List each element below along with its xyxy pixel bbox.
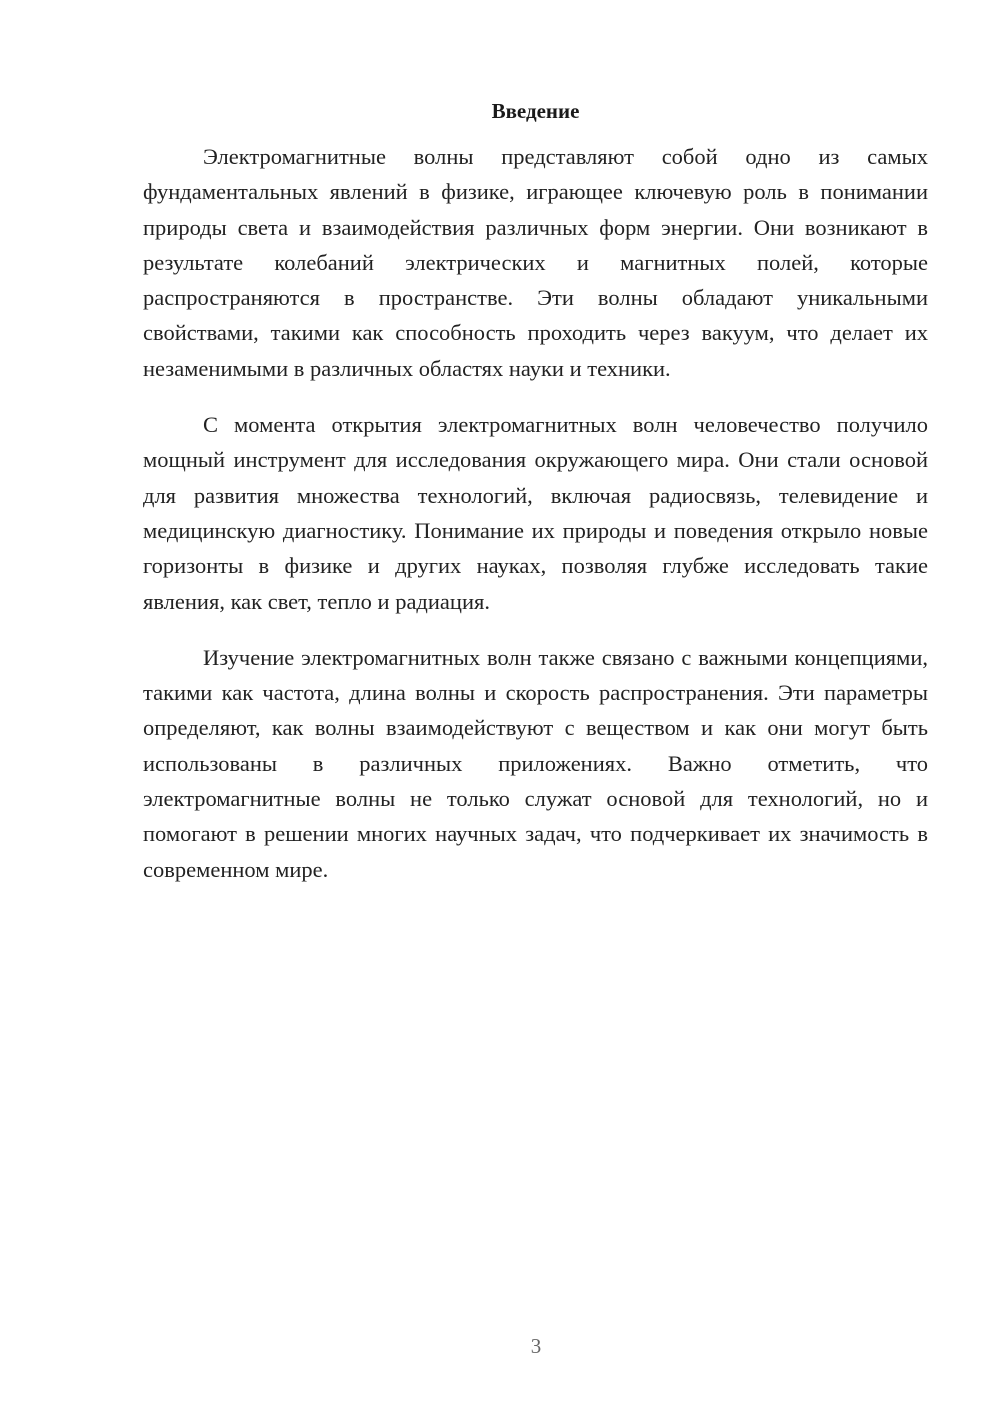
paragraph-1: Электромагнитные волны представляют собой одно из самых фундаментальных явлений в физике, играющее ключевую роль в понимании природы света и взаимодействия различных форм энергии. Они возникают в результате колебаний электрических и магнитных полей, которые распространяются в пространстве. Эти волны обладают уникальными свойствами, такими как способность проходить через вакуум, что делает их незаменимыми в различных областях науки и техники.	[143, 144, 928, 381]
section-title: Введение	[491, 99, 580, 123]
page-number: 3	[530, 1334, 542, 1358]
paragraph-2: С момента открытия электромагнитных волн человечество получило мощный инструмент для исследования окружающего мира. Они стали основой для развития множества технологий, включая радиосвязь, телевидение и медицинскую диагностику. Понимание их природы и поведения открыло новые горизонты в физике и других науках, позволяя глубже исследовать такие явления, как свет, тепло и радиация.	[143, 412, 928, 614]
page-content	[143, 96, 928, 908]
paragraph-3: Изучение электромагнитных волн также связано с важными концепциями, такими как частота, длина волны и скорость распространения. Эти параметры определяют, как волны взаимодействуют с веществом и как они могут быть использованы в различных приложениях. Важно отметить, что электромагнитные волны не только служат основой для технологий, но и помогают в решении многих научных задач, что подчеркивает их значимость в современном мире.	[143, 644, 928, 882]
